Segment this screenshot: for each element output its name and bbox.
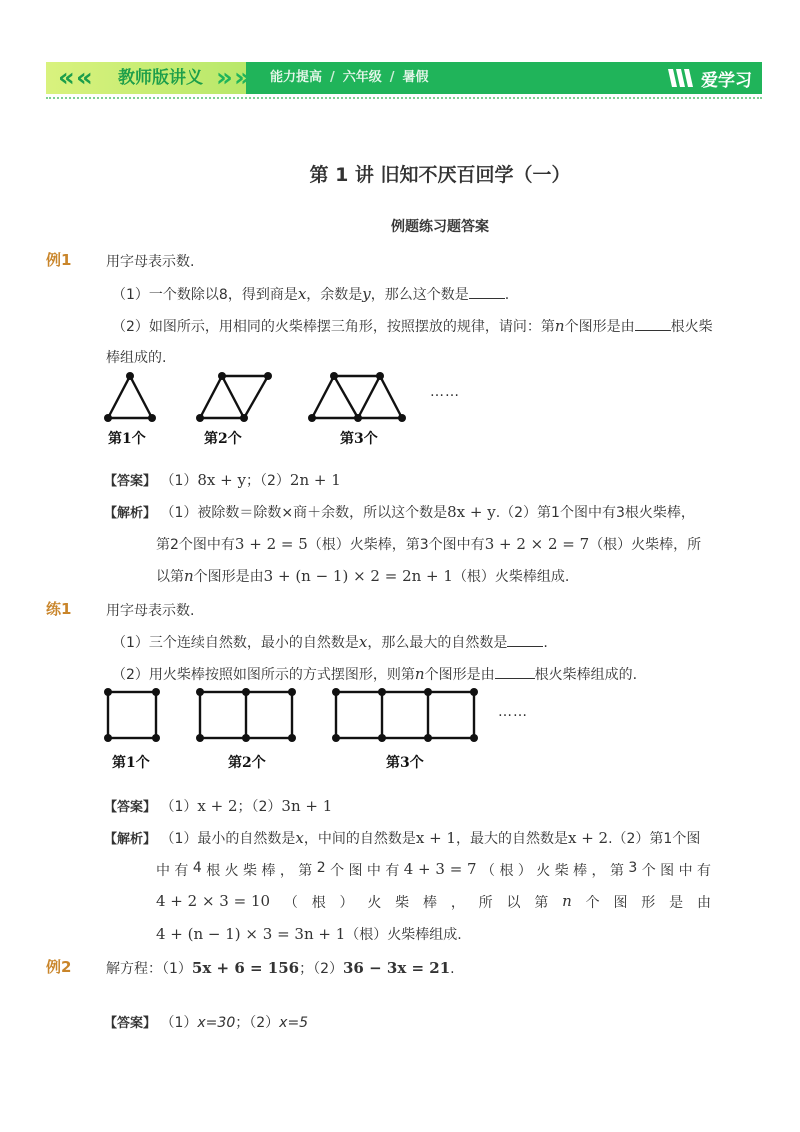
example-2-label: 例2 — [46, 958, 72, 976]
logo-text: 爱学习 — [701, 70, 752, 91]
analysis-char: 有 — [174, 863, 189, 879]
breadcrumb-item: 能力提高 — [270, 70, 323, 85]
answer-tag: 【答案】 — [104, 800, 157, 815]
analysis-char: 图 — [348, 863, 363, 879]
breadcrumb-separator: / — [389, 70, 395, 85]
figure-caption: 第1个 — [108, 431, 146, 447]
answer-blank — [469, 298, 505, 299]
square-figure-2 — [196, 688, 296, 742]
analysis-char: 形 — [641, 895, 656, 911]
analysis-char: 火 — [536, 863, 551, 879]
analysis-char: 柴 — [554, 863, 569, 879]
question-text: 个图形是由 — [424, 667, 495, 683]
analysis-math: 8x + y — [447, 503, 496, 521]
analysis-char: 第 — [534, 895, 549, 911]
answer-value: x=30 — [197, 1015, 236, 1031]
square-figure-1 — [104, 688, 160, 742]
figure-caption: 第1个 — [112, 755, 150, 771]
triangle-figure-1 — [104, 372, 156, 422]
example-2-question — [106, 958, 455, 978]
practice-1-intro: 用字母表示数. — [106, 603, 195, 619]
analysis-text: （1）被除数＝除数×商＋余数，所以这个数是 — [160, 505, 448, 521]
analysis-char: ） — [517, 863, 532, 879]
analysis-char: 柴 — [243, 863, 258, 879]
answer-tag: 【答案】 — [104, 474, 157, 489]
example-1-analysis-line-3 — [156, 566, 569, 586]
triangle-matchstick-figure — [100, 368, 480, 428]
analysis-char: 中 — [156, 863, 170, 879]
analysis-char: 根 — [206, 863, 221, 879]
analysis-math: 3 + 2 × 2 = 7 — [484, 535, 590, 553]
variable-x: x — [297, 285, 307, 303]
triangle-figure-3 — [308, 372, 406, 422]
example-1-label: 例1 — [46, 251, 72, 269]
answer-value: x=5 — [279, 1015, 309, 1031]
example-1-question-2-cont: 棒组成的. — [106, 350, 167, 366]
analysis-char: 图 — [613, 895, 628, 911]
analysis-text: 个图形是由 — [193, 569, 264, 585]
chevron-left-icon: « — [76, 63, 93, 93]
answer-blank — [635, 330, 671, 331]
analysis-text: 第2个图中有 — [156, 537, 235, 553]
practice-1-question-1 — [112, 632, 548, 652]
variable-n: n — [562, 892, 572, 910]
analysis-text: ，最大的自然数是 — [455, 831, 568, 847]
analysis-char: 由 — [696, 895, 711, 911]
analysis-text: （根）火柴棒组成. — [345, 927, 462, 943]
analysis-char: 2 — [316, 860, 326, 876]
practice-1-label: 练1 — [46, 600, 72, 618]
analysis-char: 有 — [385, 863, 400, 879]
figure-caption: 第2个 — [204, 431, 242, 447]
analysis-char: 中 — [366, 863, 381, 879]
chevron-right-icon: » — [234, 63, 251, 93]
question-text: 解方程：（1） — [106, 961, 192, 977]
breadcrumb-item: 暑假 — [402, 70, 429, 85]
example-1-intro: 用字母表示数. — [106, 254, 195, 270]
header-divider — [46, 97, 762, 99]
analysis-char: 个 — [330, 863, 345, 879]
analysis-char: 火 — [224, 863, 239, 879]
equation-2: 36 − 3x = 21 — [343, 959, 451, 977]
question-text: 根火柴棒组成的. — [534, 667, 638, 683]
variable-n: n — [414, 665, 425, 683]
practice-1-analysis-line-4 — [156, 924, 462, 944]
breadcrumb-item: 六年级 — [342, 70, 382, 85]
variable-y: y — [362, 285, 371, 303]
analysis-char: （ — [481, 863, 496, 879]
chevron-left-icon: « — [58, 63, 75, 93]
breadcrumb — [270, 62, 429, 94]
analysis-char: 火 — [367, 895, 382, 911]
answer-separator: ；（2） — [237, 799, 282, 815]
page-title: 第 1 讲 旧知不厌百回学（一） — [309, 164, 571, 186]
analysis-char: 是 — [669, 895, 684, 911]
figure-caption: 第3个 — [340, 431, 378, 447]
analysis-text: ，中间的自然数是 — [303, 831, 416, 847]
analysis-char: 有 — [697, 863, 711, 879]
equation-1: 5x + 6 = 156 — [191, 959, 300, 977]
analysis-char: ， — [279, 863, 294, 879]
answer-math: x + 2 — [197, 797, 238, 815]
question-text: （1）一个数除以8，得到商是 — [112, 287, 298, 303]
analysis-char: 图 — [660, 863, 675, 879]
figure-caption: 第3个 — [386, 755, 424, 771]
answer-part-label: （1） — [160, 1015, 198, 1031]
triangle-figure-2 — [196, 372, 272, 422]
analysis-char: 个 — [585, 895, 600, 911]
practice-1-analysis-line-3 — [156, 892, 711, 912]
analysis-tag: 【解析】 — [104, 832, 157, 847]
question-end: . — [504, 287, 510, 303]
breadcrumb-separator: / — [330, 70, 335, 85]
square-matchstick-figure — [100, 686, 550, 746]
section-subtitle: 例题练习题答案 — [391, 219, 489, 235]
example-2-answer — [104, 1012, 308, 1032]
logo — [667, 62, 752, 94]
answer-math: 3n + 1 — [281, 797, 333, 815]
analysis-char: 棒 — [261, 863, 276, 879]
analysis-char: （ — [283, 895, 298, 911]
analysis-math: 3 + (n − 1) × 2 = 2n + 1 — [263, 567, 453, 585]
example-1-analysis-line-1 — [104, 502, 695, 522]
example-1-analysis-line-2 — [156, 534, 701, 554]
practice-1-question-2 — [112, 664, 637, 684]
question-end: . — [543, 635, 548, 651]
variable-n: n — [554, 317, 565, 335]
analysis-char: 所 — [478, 895, 493, 911]
answer-part-label: （1） — [160, 473, 198, 489]
analysis-char: 中 — [678, 863, 693, 879]
variable-n: n — [184, 567, 194, 585]
analysis-text: （根）火柴棒，所 — [589, 537, 702, 553]
question-text: ；（2） — [299, 961, 343, 977]
practice-1-answer — [104, 796, 332, 816]
header-banner — [46, 62, 762, 94]
analysis-char: 根 — [499, 863, 514, 879]
analysis-char: 柴 — [395, 895, 410, 911]
question-text: 根火柴 — [670, 319, 713, 335]
variable-x: x — [295, 829, 304, 847]
analysis-char: 以 — [506, 895, 521, 911]
analysis-text: （根）火柴棒组成. — [452, 569, 570, 585]
analysis-math: 4 + 3 = 7 — [403, 860, 477, 878]
answer-separator: ；（2） — [235, 1015, 280, 1031]
analysis-char: 4 — [192, 860, 202, 876]
analysis-math: 4 + 2 × 3 = 10 — [156, 892, 271, 910]
question-text: （2）如图所示，用相同的火柴棒摆三角形，按照摆放的规律，请问：第 — [112, 319, 555, 335]
answer-blank — [495, 678, 535, 679]
answer-tag: 【答案】 — [104, 1016, 157, 1031]
variable-x: x — [358, 633, 368, 651]
answer-blank — [507, 646, 543, 647]
question-text: （2）用火柴棒按照如图所示的方式摆图形，则第 — [112, 667, 415, 683]
answer-math: 8x + y — [197, 471, 246, 489]
question-text: ，那么最大的自然数是 — [367, 635, 508, 651]
analysis-math: x + 2 — [567, 829, 609, 847]
analysis-text: （1）最小的自然数是 — [160, 831, 296, 847]
question-end: . — [450, 961, 455, 977]
answer-separator: ；（2） — [245, 473, 290, 489]
analysis-char: 根 — [311, 895, 326, 911]
analysis-char: 3 — [628, 860, 638, 876]
analysis-char: 第 — [609, 863, 624, 879]
analysis-char: ） — [339, 895, 354, 911]
analysis-text: .（2）第1个图中有3根火柴棒， — [495, 505, 695, 521]
analysis-math: 3 + 2 = 5 — [234, 535, 308, 553]
chevron-right-icon: » — [216, 63, 233, 93]
analysis-text: .（2）第1个图 — [608, 831, 701, 847]
figure-ellipsis: …… — [430, 384, 460, 400]
brand-label: 教师版讲义 — [118, 68, 203, 88]
question-text: ，那么这个数是 — [370, 287, 469, 303]
analysis-math: x + 1 — [415, 829, 456, 847]
analysis-char: 个 — [641, 863, 656, 879]
practice-1-analysis-line-2 — [156, 860, 711, 880]
logo-mark-icon — [667, 67, 697, 89]
analysis-char: ， — [450, 895, 465, 911]
example-1-question-2 — [112, 316, 713, 336]
analysis-math: 4 + (n − 1) × 3 = 3n + 1 — [156, 925, 346, 943]
figure-caption: 第2个 — [228, 755, 266, 771]
analysis-tag: 【解析】 — [104, 506, 157, 521]
example-1-answer — [104, 470, 341, 490]
square-figure-3 — [332, 688, 478, 742]
question-text: （1）三个连续自然数，最小的自然数是 — [112, 635, 359, 651]
analysis-char: 第 — [298, 863, 313, 879]
question-text: 个图形是由 — [564, 319, 635, 335]
analysis-char: 棒 — [423, 895, 437, 911]
figure-ellipsis: …… — [498, 704, 528, 720]
example-1-question-1 — [112, 284, 509, 304]
answer-part-label: （1） — [160, 799, 198, 815]
analysis-char: 棒 — [573, 863, 588, 879]
analysis-char: ， — [591, 863, 606, 879]
practice-1-analysis-line-1 — [104, 828, 700, 848]
answer-math: 2n + 1 — [289, 471, 341, 489]
question-text: ，余数是 — [306, 287, 363, 303]
analysis-text: 以第 — [156, 569, 184, 585]
analysis-text: （根）火柴棒，第3个图中有 — [307, 537, 485, 553]
